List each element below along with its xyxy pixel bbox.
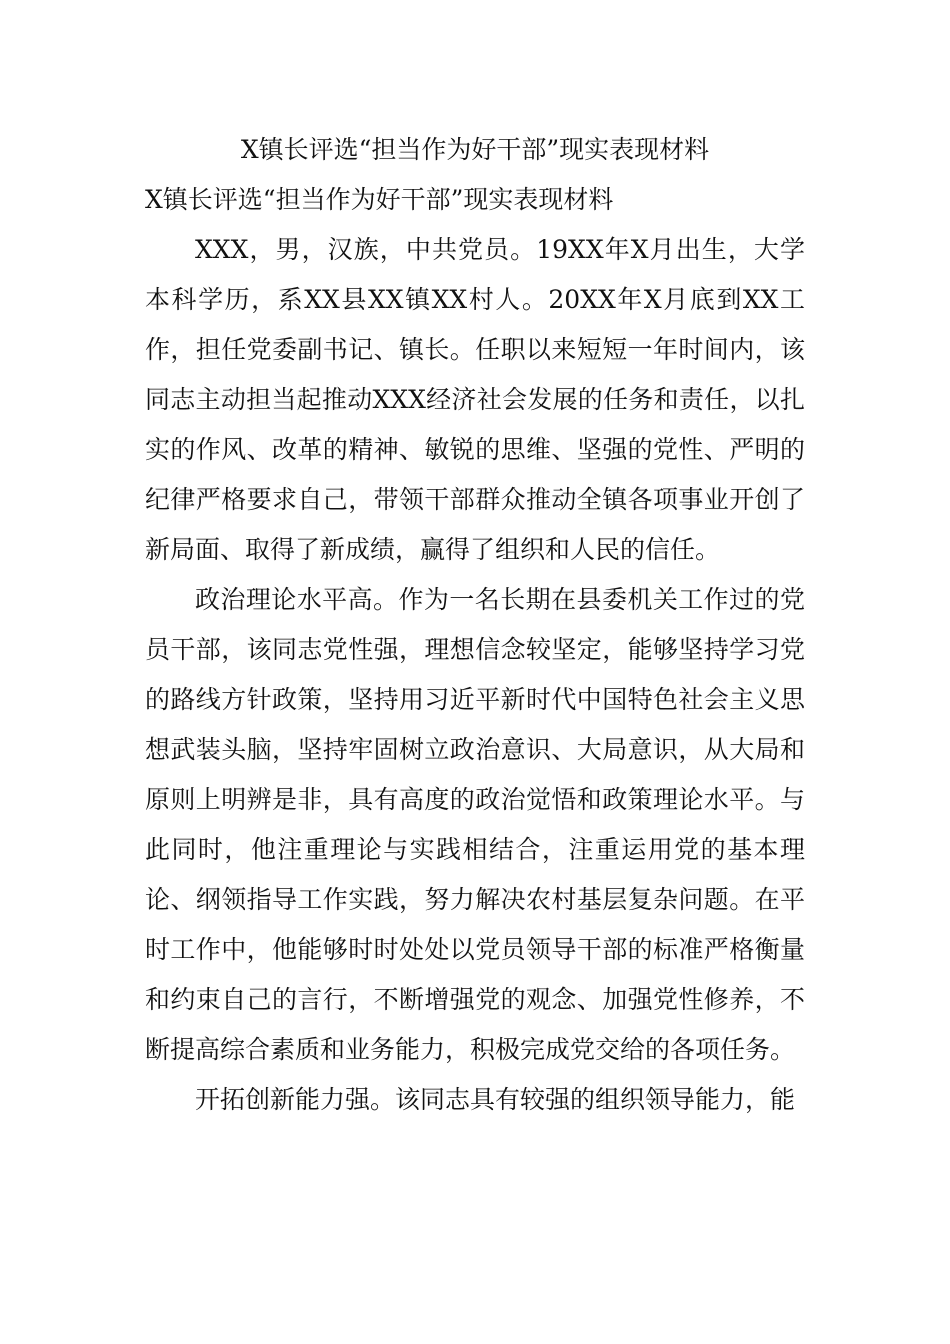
paragraph-political-theory: 政治理论水平高。作为一名长期在县委机关工作过的党员干部，该同志党性强，理想信念较坚定，能够坚持学习党的路线方针政策，坚持用习近平新时代中国特色社会主义思想武装头脑，坚持牢固树立政治意识、大局意识，从大局和原则上明辨是非，具有高度的政治觉悟和政策理论水平。与此同时，他注重理论与实践相结合，注重运用党的基本理论、纲领指导工作实践，努力解决农村基层复杂问题。在平时工作中，他能够时时处处以党员领导干部的标准严格衡量和约束自己的言行，不断增强党的观念、加强党性修养，不断提高综合素质和业务能力，积极完成党交给的各项任务。 <box>145 585 805 1064</box>
document-body <box>145 225 805 1125</box>
paragraph-intro: XXX，男，汉族，中共党员。19XX年X月出生，大学本科学历，系XX县XX镇XX村人。20XX年X月底到XX工作，担任党委副书记、镇长。任职以来短短一年时间内，该同志主动担当起推动XXX经济社会发展的任务和责任，以扎实的作风、改革的精神、敏锐的思维、坚强的党性、严明的纪律严格要求自己，带领干部群众推动全镇各项事业开创了新局面、取得了新成绩，赢得了组织和人民的信任。 <box>145 235 805 564</box>
paragraph-innovation: 开拓创新能力强。该同志具有较强的组织领导能力，能 <box>195 1085 796 1114</box>
document-title: X镇长评选“担当作为好干部”现实表现材料 <box>240 135 710 164</box>
document-subtitle: X镇长评选“担当作为好干部”现实表现材料 <box>145 185 614 214</box>
